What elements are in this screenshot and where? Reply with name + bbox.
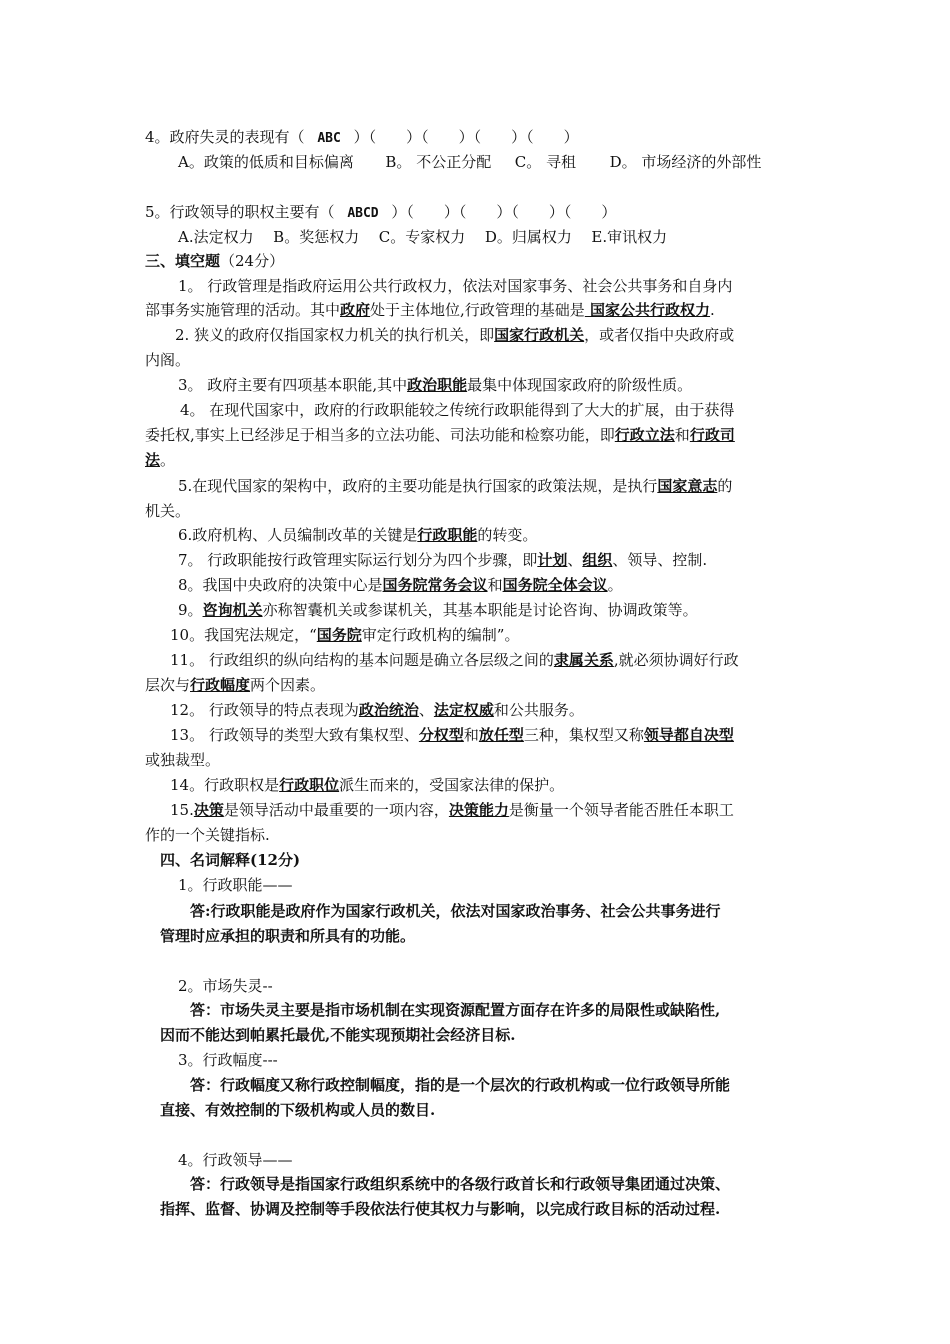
fill-q8-text2: 和 bbox=[487, 576, 503, 594]
fill-q2-answer1: 国家行政机关 bbox=[494, 326, 585, 344]
fill-q15-text2: 是领导活动中最重要的一项内容， bbox=[223, 801, 449, 819]
fill-q4-line1 bbox=[180, 398, 734, 422]
fill-q13-answer2: 放任型 bbox=[478, 726, 524, 744]
fill-q7-answer2: 组织 bbox=[582, 551, 613, 569]
fill-q9-text2: 亦称智囊机关或参谋机关，其基本职能是讨论咨询、协调政策等。 bbox=[262, 601, 698, 619]
mc-q5-answer: ABCD bbox=[347, 206, 379, 221]
fill-q8 bbox=[178, 573, 623, 597]
fill-q2-line2 bbox=[145, 348, 190, 372]
fill-q13-line1 bbox=[170, 723, 734, 747]
fill-q6-text1: 6.政府机构、人员编制改革的关键是 bbox=[178, 526, 418, 544]
mc-q4-option-b: B。 不公正分配 bbox=[385, 153, 492, 171]
mc-q4-stem-text: 4。政府失灵的表现有（ bbox=[145, 128, 305, 146]
fill-q7-sep: 、 bbox=[567, 551, 583, 569]
section-fill-title: 三、填空题 bbox=[145, 252, 221, 270]
section-terms-heading bbox=[160, 848, 300, 872]
term1-answer-text2: 管理时应承担的职责和所具有的功能。 bbox=[160, 927, 416, 945]
term2-label bbox=[178, 974, 273, 998]
fill-q1-text3: 处于主体地位,行政管理的基础是 bbox=[370, 301, 585, 319]
term3-answer-text2: 直接、有效控制的下级机构或人员的数目. bbox=[160, 1101, 436, 1119]
fill-q8-text3: 。 bbox=[607, 576, 623, 594]
term2-answer-text1: 答：市场失灵主要是指市场机制在实现资源配置方面存在许多的局限性或缺陷性, bbox=[190, 1001, 721, 1019]
fill-q9-answer1: 咨询机关 bbox=[202, 601, 263, 619]
fill-q14 bbox=[170, 773, 564, 797]
term1-label-text: 1。行政职能—— bbox=[178, 876, 293, 894]
section-fill-heading bbox=[145, 249, 284, 273]
fill-q15-line2 bbox=[145, 823, 270, 847]
fill-q13-text1: 13。 行政领导的类型大致有集权型、 bbox=[170, 726, 419, 744]
fill-q12-answer2: 法定权威 bbox=[433, 701, 494, 719]
fill-q1-line1 bbox=[178, 274, 732, 298]
term4-answer-text1: 答：行政领导是指国家行政组织系统中的各级行政首长和行政领导集团通过决策、 bbox=[190, 1175, 731, 1193]
fill-q4-answer1: 行政立法 bbox=[614, 426, 675, 444]
mc-q4-option-c: C。 寻租 bbox=[514, 153, 577, 171]
term3-answer-line1 bbox=[190, 1073, 730, 1097]
mc-q5-blanks: ）（ ）（ ）（ ）（ ） bbox=[391, 203, 617, 221]
mc-q5-option-d: D。归属权力 bbox=[484, 228, 572, 246]
mc-q5-option-a: A.法定权力 bbox=[178, 228, 254, 246]
fill-q3-text2: 最集中体现国家政府的阶级性质。 bbox=[467, 376, 693, 394]
term4-label-text: 4。行政领导—— bbox=[178, 1151, 293, 1169]
fill-q8-answer2: 国务院全体会议 bbox=[502, 576, 608, 594]
fill-q11-answer2: 行政幅度 bbox=[190, 676, 251, 694]
fill-q14-text1: 14。行政职权是 bbox=[170, 776, 280, 794]
term2-answer-line1 bbox=[190, 998, 720, 1022]
fill-q15-answer2: 决策能力 bbox=[448, 801, 509, 819]
fill-q11-text2: ,就必须协调好行政 bbox=[613, 651, 739, 669]
fill-q15-answer1: 决策 bbox=[193, 801, 224, 819]
mc-q5-option-b: B。奖惩权力 bbox=[273, 228, 360, 246]
fill-q13-text2: 和 bbox=[463, 726, 479, 744]
fill-q10-text1: 10。我国宪法规定，“ bbox=[170, 626, 317, 644]
fill-q7-text1: 7。 行政职能按行政管理实际运行划分为四个步骤，即 bbox=[178, 551, 538, 569]
fill-q2-text1: 2. 狭义的政府仅指国家权力机关的执行机关，即 bbox=[175, 326, 495, 344]
fill-q1-answer2: 国家公共行政权力 bbox=[584, 301, 711, 319]
fill-q11-line2 bbox=[145, 673, 325, 697]
fill-q4-text3: 和 bbox=[674, 426, 690, 444]
term3-answer-text1: 答：行政幅度又称行政控制幅度，指的是一个层次的行政机构或一位行政领导所能 bbox=[190, 1076, 731, 1094]
fill-q10-text2: 审定行政机构的编制”。 bbox=[361, 626, 520, 644]
fill-q11-text3: 层次与 bbox=[145, 676, 191, 694]
mc-q4-option-d: D。 市场经济的外部性 bbox=[609, 153, 762, 171]
fill-q10 bbox=[170, 623, 519, 647]
term1-answer-line2 bbox=[160, 924, 415, 948]
fill-q12-sep: 、 bbox=[418, 701, 434, 719]
fill-q12-text1: 12。 行政领导的特点表现为 bbox=[170, 701, 359, 719]
mc-q4-options bbox=[178, 150, 761, 174]
fill-q11-text1: 11。 行政组织的纵向结构的基本问题是确立各层级之间的 bbox=[170, 651, 554, 669]
fill-q8-text1: 8。我国中央政府的决策中心是 bbox=[178, 576, 383, 594]
term4-label bbox=[178, 1148, 293, 1172]
section-fill-score: （24分） bbox=[220, 252, 285, 270]
fill-q13-answer1: 分权型 bbox=[418, 726, 464, 744]
term2-label-text: 2。市场失灵-- bbox=[178, 977, 273, 995]
fill-q15-text3: 是衡量一个领导者能否胜任本职工 bbox=[508, 801, 734, 819]
fill-q5-answer1: 国家意志 bbox=[657, 477, 718, 495]
term4-answer-line2 bbox=[160, 1197, 720, 1221]
fill-q1-text4: . bbox=[710, 301, 715, 319]
fill-q12-text2: 和公共服务。 bbox=[493, 701, 584, 719]
fill-q3 bbox=[178, 373, 692, 397]
term1-answer-line1 bbox=[190, 899, 721, 923]
fill-q5-line2 bbox=[145, 499, 190, 523]
fill-q6-text2: 的转变。 bbox=[477, 526, 538, 544]
fill-q2-text3: 内阁。 bbox=[145, 351, 191, 369]
fill-q2-text2: ，或者仅指中央政府或 bbox=[584, 326, 735, 344]
fill-q8-answer1: 国务院常务会议 bbox=[382, 576, 488, 594]
mc-q4-answer: ABC bbox=[317, 131, 341, 146]
term3-label bbox=[178, 1048, 278, 1072]
fill-q13-line2 bbox=[145, 748, 220, 772]
fill-q5-text1: 5.在现代国家的架构中，政府的主要功能是执行国家的政策法规，是执行 bbox=[178, 477, 658, 495]
fill-q13-text3: 三种，集权型又称 bbox=[523, 726, 644, 744]
mc-q5-option-e: E.审讯权力 bbox=[591, 228, 668, 246]
mc-q5-stem-text: 5。行政领导的职权主要有（ bbox=[145, 203, 335, 221]
fill-q11-text4: 两个因素。 bbox=[250, 676, 326, 694]
fill-q1-text1: 1。 行政管理是指政府运用公共行政权力，依法对国家事务、社会公共事务和自身内 bbox=[178, 277, 733, 295]
mc-q5-options bbox=[178, 225, 667, 249]
fill-q14-answer1: 行政职位 bbox=[279, 776, 340, 794]
fill-q13-text4: 或独裁型。 bbox=[145, 751, 221, 769]
fill-q4-text2: 委托权,事实上已经涉足于相当多的立法功能、司法功能和检察功能，即 bbox=[145, 426, 615, 444]
fill-q11-line1 bbox=[170, 648, 739, 672]
fill-q9-text1: 9。 bbox=[178, 601, 203, 619]
fill-q4-answer2-cont: 法 bbox=[145, 451, 161, 469]
fill-q14-text2: 派生而来的，受国家法律的保护。 bbox=[339, 776, 565, 794]
fill-q5-line1 bbox=[178, 474, 732, 498]
fill-q7 bbox=[178, 548, 707, 572]
term1-answer-text1: 答:行政职能是政府作为国家行政机关，依法对国家政治事务、社会公共事务进行 bbox=[190, 902, 721, 920]
fill-q7-answer1: 计划 bbox=[537, 551, 568, 569]
term4-answer-line1 bbox=[190, 1172, 730, 1196]
fill-q1-text2: 部事务实施管理的活动。其中 bbox=[145, 301, 341, 319]
fill-q13-answer3: 领导都自决型 bbox=[643, 726, 734, 744]
fill-q15-text4: 作的一个关键指标. bbox=[145, 826, 270, 844]
term2-answer-line2 bbox=[160, 1023, 515, 1047]
fill-q12 bbox=[170, 698, 584, 722]
fill-q15-line1 bbox=[170, 798, 734, 822]
mc-q4-stem bbox=[145, 125, 579, 151]
fill-q4-text4: 。 bbox=[160, 451, 176, 469]
mc-q4-option-a: A。政策的低质和目标偏离 bbox=[178, 153, 354, 171]
fill-q12-answer1: 政治统治 bbox=[358, 701, 419, 719]
term4-answer-text2: 指挥、监督、协调及控制等手段依法行使其权力与影响，以完成行政目标的活动过程. bbox=[160, 1200, 721, 1218]
fill-q4-line2 bbox=[145, 423, 735, 447]
section-terms-title: 四、名词解释(12分) bbox=[160, 851, 301, 869]
fill-q6-answer1: 行政职能 bbox=[417, 526, 478, 544]
fill-q4-answer2: 行政司 bbox=[689, 426, 735, 444]
fill-q2-line1 bbox=[175, 323, 734, 347]
fill-q6 bbox=[178, 523, 537, 547]
fill-q10-answer1: 国务院 bbox=[316, 626, 362, 644]
fill-q11-answer1: 隶属关系 bbox=[553, 651, 614, 669]
fill-q9 bbox=[178, 598, 698, 622]
fill-q4-line3 bbox=[145, 448, 175, 472]
fill-q4-text1: 4。 在现代国家中，政府的行政职能较之传统行政职能得到了大大的扩展，由于获得 bbox=[180, 401, 735, 419]
fill-q5-text2: 的 bbox=[717, 477, 733, 495]
mc-q4-blanks: ）（ ）（ ）（ ）（ ） bbox=[353, 128, 579, 146]
term1-label bbox=[178, 873, 293, 897]
term2-answer-text2: 因而不能达到帕累托最优,不能实现预期社会经济目标. bbox=[160, 1026, 516, 1044]
term3-label-text: 3。行政幅度--- bbox=[178, 1051, 278, 1069]
fill-q7-text2: 、领导、控制. bbox=[612, 551, 708, 569]
mc-q5-option-c: C。专家权力 bbox=[378, 228, 466, 246]
fill-q3-text1: 3。 政府主要有四项基本职能,其中 bbox=[178, 376, 408, 394]
term3-answer-line2 bbox=[160, 1098, 435, 1122]
mc-q5-stem bbox=[145, 200, 616, 226]
fill-q15-text1: 15. bbox=[170, 801, 194, 819]
fill-q5-text3: 机关。 bbox=[145, 502, 191, 520]
fill-q1-answer1: 政府 bbox=[340, 301, 371, 319]
fill-q1-line2 bbox=[145, 298, 715, 322]
fill-q3-answer1: 政治职能 bbox=[407, 376, 468, 394]
